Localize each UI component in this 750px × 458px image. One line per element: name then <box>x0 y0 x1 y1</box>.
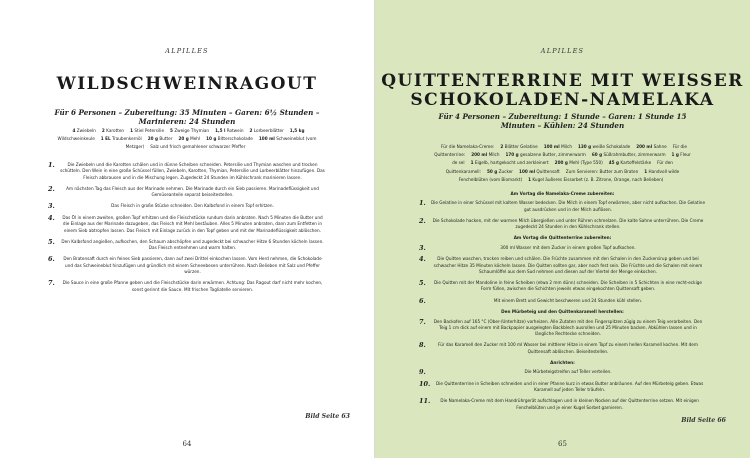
step-number: 3. <box>48 202 55 211</box>
step-item <box>48 280 326 293</box>
ingredient-item <box>130 128 164 133</box>
step-number: 6. <box>419 296 426 305</box>
step-text: Die Zwiebeln und die Karotten schälen und in dünne Scheiben schneiden. Petersilie und Thymian waschen und trocken schütteln. Den Wein in eine große Schüssel füllen, Zwiebeln, Karotten, Thymian, Petersilie und Lorbeerblätter hinzufügen. Das Fleisch abbrausen und in die Mischung legen. Zugedeckt 24 Stunden im Kühlschrank marinieren lassen. <box>60 162 325 180</box>
step-subheading: Am Vortag die Namelaka-Creme zubereiten: <box>510 191 615 196</box>
step-text: Mit einem Brett und Gewicht beschweren und 24 Stunden kühl stellen. <box>493 297 643 303</box>
ingredient-quantity: 1 EL <box>100 136 111 142</box>
step-item <box>419 200 706 213</box>
ingredient-quantity: 45 g <box>608 160 620 166</box>
step-number: 4. <box>419 255 426 264</box>
recipe-meta: Für 6 Personen – Zubereitung: 35 Minuten – Garen: 6½ Stunden – Marinieren: 24 Stunden <box>54 108 320 126</box>
ingredient-name: Rotwein <box>226 128 244 133</box>
ingredient-quantity: 5 <box>170 128 173 133</box>
ingredient-quantity: 20 g <box>147 136 158 142</box>
step-item <box>48 239 326 252</box>
ingredient-item <box>592 152 666 157</box>
recipe-title: WILDSCHWEINRAGOUT <box>56 74 318 94</box>
ingredient-quantity: 1 <box>130 128 134 133</box>
step-text: Den Backofen auf 165 °C (Ober-/Unterhitze) vorheizen. Alle Zutaten mit den Fingerspitzen zügig zu einem Teig verarbeiten. Den Teig 1 cm dick auf einem mit Backpapier ausgelegten Backblech ausrollen und 25 Minuten backen. Abkühlen lassen und in längliche Rechtecke schneiden. <box>433 318 703 337</box>
ingredient-name: Lorbeerblätter <box>253 128 284 133</box>
step-item <box>48 215 326 234</box>
ingredient-quantity: 1 g <box>671 152 679 158</box>
step-number: 8. <box>419 341 426 350</box>
step-number: 9. <box>419 368 426 377</box>
ingredient-quantity: 1 <box>470 160 474 166</box>
ingredient-name: Eigelb, hartgekocht und zerkleinert <box>474 160 549 166</box>
ingredient-item <box>150 144 245 149</box>
step-item <box>48 203 326 210</box>
ingredient-item <box>471 152 499 157</box>
ingredient-name: Butter <box>159 136 173 142</box>
ingredient-item <box>206 136 253 141</box>
page-number: 64 <box>182 440 192 448</box>
step-number: 2. <box>48 184 55 193</box>
ingredient-list <box>431 143 694 184</box>
ingredient-quantity: 10 g <box>206 136 217 142</box>
ingredient-item <box>544 144 572 149</box>
right-page <box>375 0 750 458</box>
ingredient-name: Süßrahmbutter, zimmerwarm <box>603 152 666 158</box>
ingredient-name: Für die Quittenterrine: <box>434 144 687 158</box>
step-number: 5. <box>419 279 426 288</box>
ingredient-quantity: 2 <box>500 144 504 149</box>
ingredient-quantity: 1 <box>644 168 648 174</box>
step-number: 3. <box>419 243 426 252</box>
step-number: 5. <box>48 237 55 246</box>
ingredient-item <box>609 160 651 165</box>
ingredient-item <box>101 136 142 141</box>
ingredient-quantity: 50 g <box>486 168 498 174</box>
step-subheading: Anrichten: <box>550 360 575 366</box>
step-subheading: Den Mürbeteig und den Quittenkaramell herstellen: <box>501 309 624 315</box>
step-list <box>48 162 326 298</box>
ingredient-name: Handvoll wilde Fenchelblüten (vom Biomarkt) <box>458 168 680 182</box>
ingredient-quantity: 4 <box>72 128 76 133</box>
ingredient-name: Zum Servieren: Butter zum Braten <box>565 168 639 174</box>
step-item <box>419 342 706 355</box>
step-text: Den Kalbsfond angießen, aufkochen, den Schaum abschöpfen und zugedeckt bei schwacher Hitze 6 Stunden köcheln lassen. Das Fleisch entnehmen und warm halten. <box>61 238 324 251</box>
ingredient-name: Stiel Petersilie <box>134 128 165 133</box>
step-number: 2. <box>419 216 426 225</box>
ingredient-name: Blätter Gelatine <box>504 144 538 149</box>
title-line-2: SCHOKOLADEN-NAMELAKA <box>410 90 715 110</box>
title-line-1: QUITTENTERRINE MIT WEISSER <box>381 71 744 91</box>
ingredient-name: gesalzene Butter, zimmerwarm <box>520 152 586 158</box>
ingredient-quantity: 2 <box>249 128 253 133</box>
step-number: 11. <box>419 397 431 406</box>
step-text: Die Quitten mit der Mandoline in feine Scheiben (etwa 2 mm dünn) schneiden. Die Scheiben in 5 Schichten in eine recht-eckige Form füllen, zwischen die Schichten jeweils etwas eingekochten Quittensaft geben. <box>434 280 702 292</box>
ingredient-name: Mehl <box>190 136 201 142</box>
ingredient-name: Sahne <box>653 144 667 149</box>
ingredient-item <box>505 152 585 157</box>
ingredient-quantity: 1 <box>528 176 532 182</box>
ingredient-name: Karotten <box>106 128 125 133</box>
ingredient-item <box>178 136 200 141</box>
page-number: 65 <box>558 440 567 448</box>
step-number: 1. <box>419 199 426 208</box>
step-number: 7. <box>48 279 55 288</box>
ingredient-item <box>471 160 549 165</box>
step-subheading: Am Vortag die Quittenterrine zubereiten: <box>513 235 612 241</box>
step-item <box>419 218 706 231</box>
step-number: 1. <box>48 161 55 169</box>
step-text: 300 ml Wasser mit dem Zucker in einem großen Topf aufkochen. <box>500 244 636 250</box>
step-number: 10. <box>419 379 431 388</box>
ingredient-name: Zwiebeln <box>76 128 96 133</box>
ingredient-quantity: 100 ml <box>519 168 536 174</box>
step-text: Das Fleisch in große Stücke schneiden. Den Kalbsfond in einem Topf erhitzen. <box>111 203 274 209</box>
ingredient-name: Für den Quittenkaramell: <box>445 160 673 174</box>
step-item <box>419 369 706 376</box>
ingredient-item <box>215 128 243 133</box>
step-item <box>419 256 706 275</box>
step-text: Die Schokolade hacken, mit der warmen Milch übergießen und unter Rühren schmelzen. Die kalte Sahne unterrühren. Die Creme zugedeckt 24 Stunden in den Kühlschrank stellen. <box>432 217 704 230</box>
ingredient-name: Kugel äußeres Eissorbet (z. B. Zitrone, Orange, nach Belieben) <box>532 176 664 182</box>
step-text: Die Gelatine in einer Schüssel mit kaltem Wasser bedecken. Die Milch in einem Topf erwärmen, aber nicht aufkochen. Die Gelatine gut ausdrücken und in der Milch auflösen. <box>430 200 706 212</box>
photo-reference: Bild Seite 66 <box>681 417 726 424</box>
ingredient-item <box>170 128 209 133</box>
ingredient-name: Milch <box>488 152 500 158</box>
step-text: Am nächsten Tag das Fleisch aus der Marinade nehmen. Die Marinade durch ein Sieb passieren. Marinadeflüssigkeit und Gemüseanteile separat beiseitestellen. <box>66 185 319 198</box>
section-header: ALPILLES <box>165 47 209 55</box>
step-text: Die Quittenterrine in Scheiben schneiden und in einer Pfanne kurz in etwas Butter anbräunen. Auf den Mürbeteig geben. Etwas Karamell auf jeden Teller träufeln. <box>436 380 704 393</box>
ingredient-item <box>578 144 630 149</box>
ingredient-name: Zweige Thymian <box>174 128 210 133</box>
step-text: Für das Karamell den Zucker mit 100 ml Wasser bei mittlerer Hitze in einem Topf zu einem hellen Karamell kochen. Mit dem Quittensaft ablöschen. Beiseitestellen. <box>438 342 698 354</box>
step-text: Die Quitten waschen, trocken reiben und schälen. Die Früchte zusammen mit den Schalen in den Zuckersirup geben und bei schwacher Hitze 35 Minuten köcheln lassen. Die Quitten sollten gar, aber noch fest sein. Die Früchte und die Schalen mit einem Schaumlöffel aus dem Sud nehmen und diesen auf der Viertel der Menge einkochen. <box>433 256 703 274</box>
ingredient-name: Fleur de sel <box>452 152 691 166</box>
step-item <box>419 245 706 252</box>
step-item <box>48 186 326 199</box>
ingredient-item <box>636 144 666 149</box>
ingredient-quantity: 100 ml <box>258 136 275 142</box>
ingredient-quantity: 200 ml <box>636 144 653 149</box>
ingredient-name: Wildschweinkeule <box>57 136 95 142</box>
ingredient-item <box>555 160 603 165</box>
ingredient-item <box>487 169 513 174</box>
step-text: Die Sauce in eine große Pfanne geben und die Fleischstücke darin erwärmen. Achtung: Das Ragout darf nicht mehr kochen, sonst gerinnt die Sauce. Mit frischen Tagliatelle servieren. <box>62 280 323 292</box>
ingredient-name: Traubenkernöl <box>112 136 142 142</box>
ingredient-name: weiße Schokolade <box>592 144 631 149</box>
ingredient-name: Salz und frisch gemahlener schwarzer Pfeffer <box>150 144 246 150</box>
ingredient-item <box>519 169 560 174</box>
photo-reference: Bild Seite 63 <box>305 413 350 420</box>
recipe-title <box>375 72 750 110</box>
ingredient-item <box>73 128 96 133</box>
section-header: ALPILLES <box>540 47 585 55</box>
ingredient-name: Bitterschokolade <box>217 136 253 142</box>
ingredient-quantity: 1,5 l <box>215 128 226 133</box>
step-text: Die Mürbeteigstreifen auf Teller verteilen. <box>524 369 612 375</box>
ingredient-name: Kartoffelstärke <box>620 160 652 166</box>
step-number: 4. <box>48 213 55 222</box>
step-item <box>419 398 706 411</box>
ingredient-name: Quittensaft <box>536 168 560 174</box>
ingredients-intro: Für die Namelaka-Creme: <box>441 144 495 149</box>
ingredient-item <box>528 177 663 182</box>
ingredient-item <box>249 128 283 133</box>
ingredient-quantity: 130 g <box>577 144 592 149</box>
ingredient-item <box>148 136 173 141</box>
step-item <box>48 256 326 275</box>
ingredient-quantity: 100 ml <box>543 144 560 149</box>
step-item <box>48 162 326 181</box>
step-text: Die Namelaka-Creme mit dem Handrührgerät aufschlagen und in kleinen Nocken auf der Quittenterrine setzen. Mit einigen Fenchelblüten und je einer Kugel Sorbet garnieren. <box>440 398 699 410</box>
ingredient-quantity: 20 g <box>178 136 189 142</box>
step-item <box>419 381 706 394</box>
ingredient-quantity: 200 ml <box>471 152 488 158</box>
ingredient-quantity: 170 g <box>505 152 519 158</box>
step-item <box>419 298 706 305</box>
step-number: 7. <box>419 317 426 326</box>
ingredient-name: Schweineblut (vom Metzger) <box>125 136 317 150</box>
step-text: Den Bratensaft durch ein feines Sieb passieren, dann auf zwei Drittel einkochen lassen. Vom Herd nehmen, die Schokolade und das Schweineblut hinzufügen und gründlich mit einem Schneebesen unterrühren. Nach Belieben mit Salz und Pfeffer würzen. <box>63 256 322 275</box>
step-item <box>419 280 706 293</box>
step-text: Das Öl in einem zweiten, großen Topf erhitzen und die Fleischstücke rundum darin anbraten. Nach 5 Minuten die Butter und die Einlage aus der Marinade dazugeben, das Fleisch mit Mehl bestäuben. Alles 5 Minuten anbraten, dann zum Entfetten in einem Sieb abtropfen lassen. Das Fleisch mit Einlage zurück in den Topf geben und mit der Marinadeflüssigkeit ablöschen. <box>62 214 323 233</box>
ingredient-name: Milch <box>561 144 572 149</box>
ingredient-item <box>566 169 638 174</box>
step-list <box>419 190 706 416</box>
ingredient-quantity: 60 g <box>591 152 603 158</box>
ingredient-list <box>46 127 328 152</box>
ingredient-quantity: 1,5 kg <box>289 128 305 133</box>
ingredient-quantity: 200 g <box>554 160 568 166</box>
step-item <box>419 319 706 338</box>
ingredient-name: Mehl (Type 550) <box>569 160 603 166</box>
ingredient-item <box>500 144 537 149</box>
ingredient-item <box>102 128 124 133</box>
step-number: 6. <box>48 255 55 264</box>
ingredient-name: Zucker <box>498 168 514 174</box>
recipe-meta: Für 4 Personen – Zubereitung: 1 Stunde – Garen: 1 Stunde 15 Minuten – Kühlen: 24 Stunden <box>438 112 687 130</box>
ingredient-quantity: 2 <box>101 128 105 133</box>
